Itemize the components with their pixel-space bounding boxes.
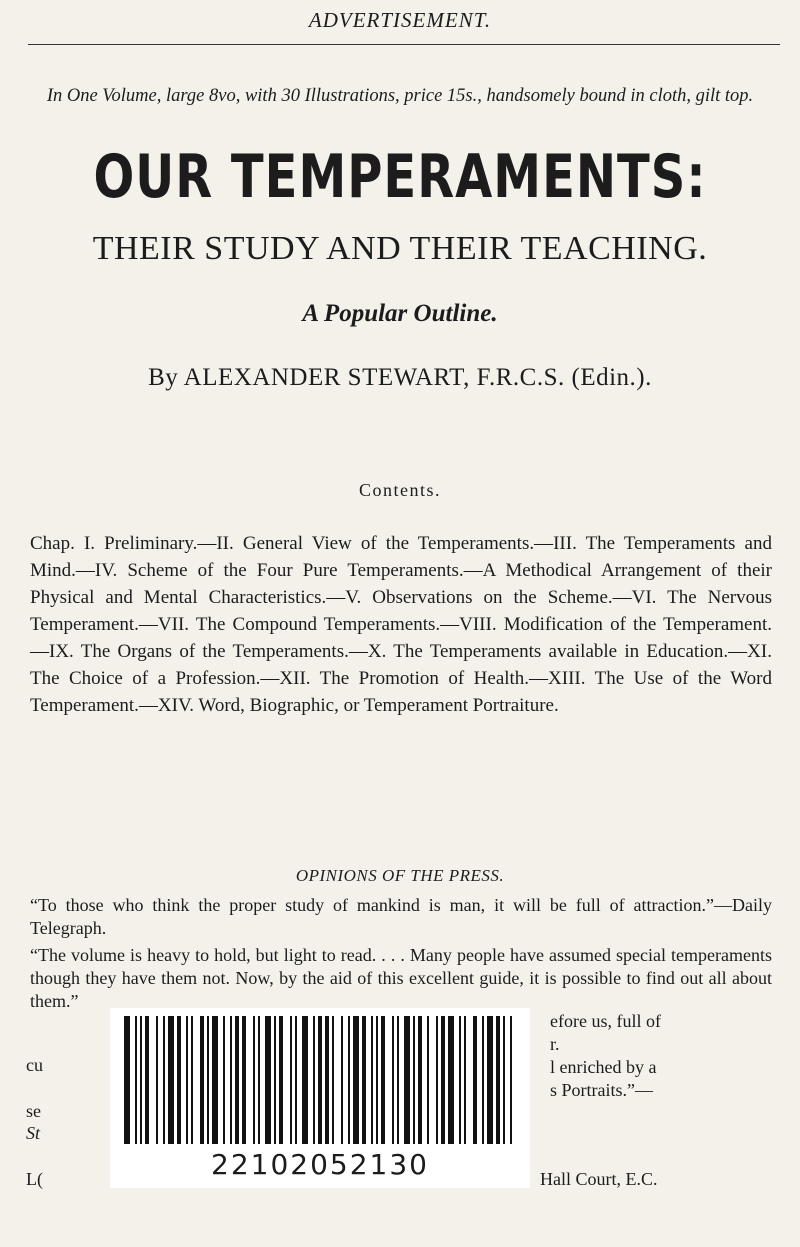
running-head: ADVERTISEMENT.	[308, 8, 492, 32]
text-fragment-right: efore us, full of	[550, 1011, 661, 1031]
text-fragment-right: l enriched by a	[550, 1057, 657, 1077]
contents-list: Chap. I. Preliminary.—II. General View of the Temperaments.—III. The Temperaments and Mind.—IV. Scheme of the Four Pure Temperaments.—A Methodical Arrangement of their Physical and Mental Characteristics.—V. Observations on the Scheme.—VI. The Nervous Temperament.—VII. The Compound Temperaments.—VIII. Modification of the Temperament.—IX. The Organs of the Temperaments.—X. The Temperaments available in Education.—XI. The Choice of a Profession.—XII. The Promotion of Health.—XIII. The Use of the Word Temperament.—XIV. Word, Biographic, or Temperament Portraiture.	[30, 533, 772, 716]
text-fragment-left: cu	[26, 1055, 43, 1075]
library-barcode-label	[110, 1008, 530, 1188]
barcode-number: 22102052130	[211, 1148, 429, 1181]
book-tagline: A Popular Outline.	[302, 300, 498, 327]
text-fragment-left: se	[26, 1101, 41, 1121]
text-fragment-right: r.	[550, 1034, 560, 1054]
contents-heading: Contents.	[358, 480, 441, 500]
text-fragment-right: s Portraits.”—	[550, 1080, 653, 1100]
press-quote-1: “To those who think the proper study of mankind is man, it will be full of attraction.”—Daily Telegraph.	[30, 895, 772, 938]
author-line: By ALEXANDER STEWART, F.R.C.S. (Edin.).	[148, 364, 652, 391]
publication-details: In One Volume, large 8vo, with 30 Illustrations, price 15s., handsomely bound in cloth, gilt top.	[46, 86, 754, 106]
header-rule	[28, 44, 780, 45]
text-fragment-left: St	[26, 1123, 41, 1143]
book-title: OUR TEMPERAMENTS:	[93, 142, 707, 212]
text-fragment-right: Hall Court, E.C.	[540, 1169, 658, 1189]
press-heading: OPINIONS OF THE PRESS.	[295, 866, 505, 885]
book-subtitle: THEIR STUDY AND THEIR TEACHING.	[92, 230, 708, 267]
press-quote-2: “The volume is heavy to hold, but light to read. . . . Many people have assumed special temperaments though they have them not. Now, by the aid of this excellent guide, it is possible to find out all about them.”	[30, 945, 772, 1011]
text-fragment-left: L(	[26, 1169, 43, 1189]
barcode-icon	[120, 1016, 520, 1146]
